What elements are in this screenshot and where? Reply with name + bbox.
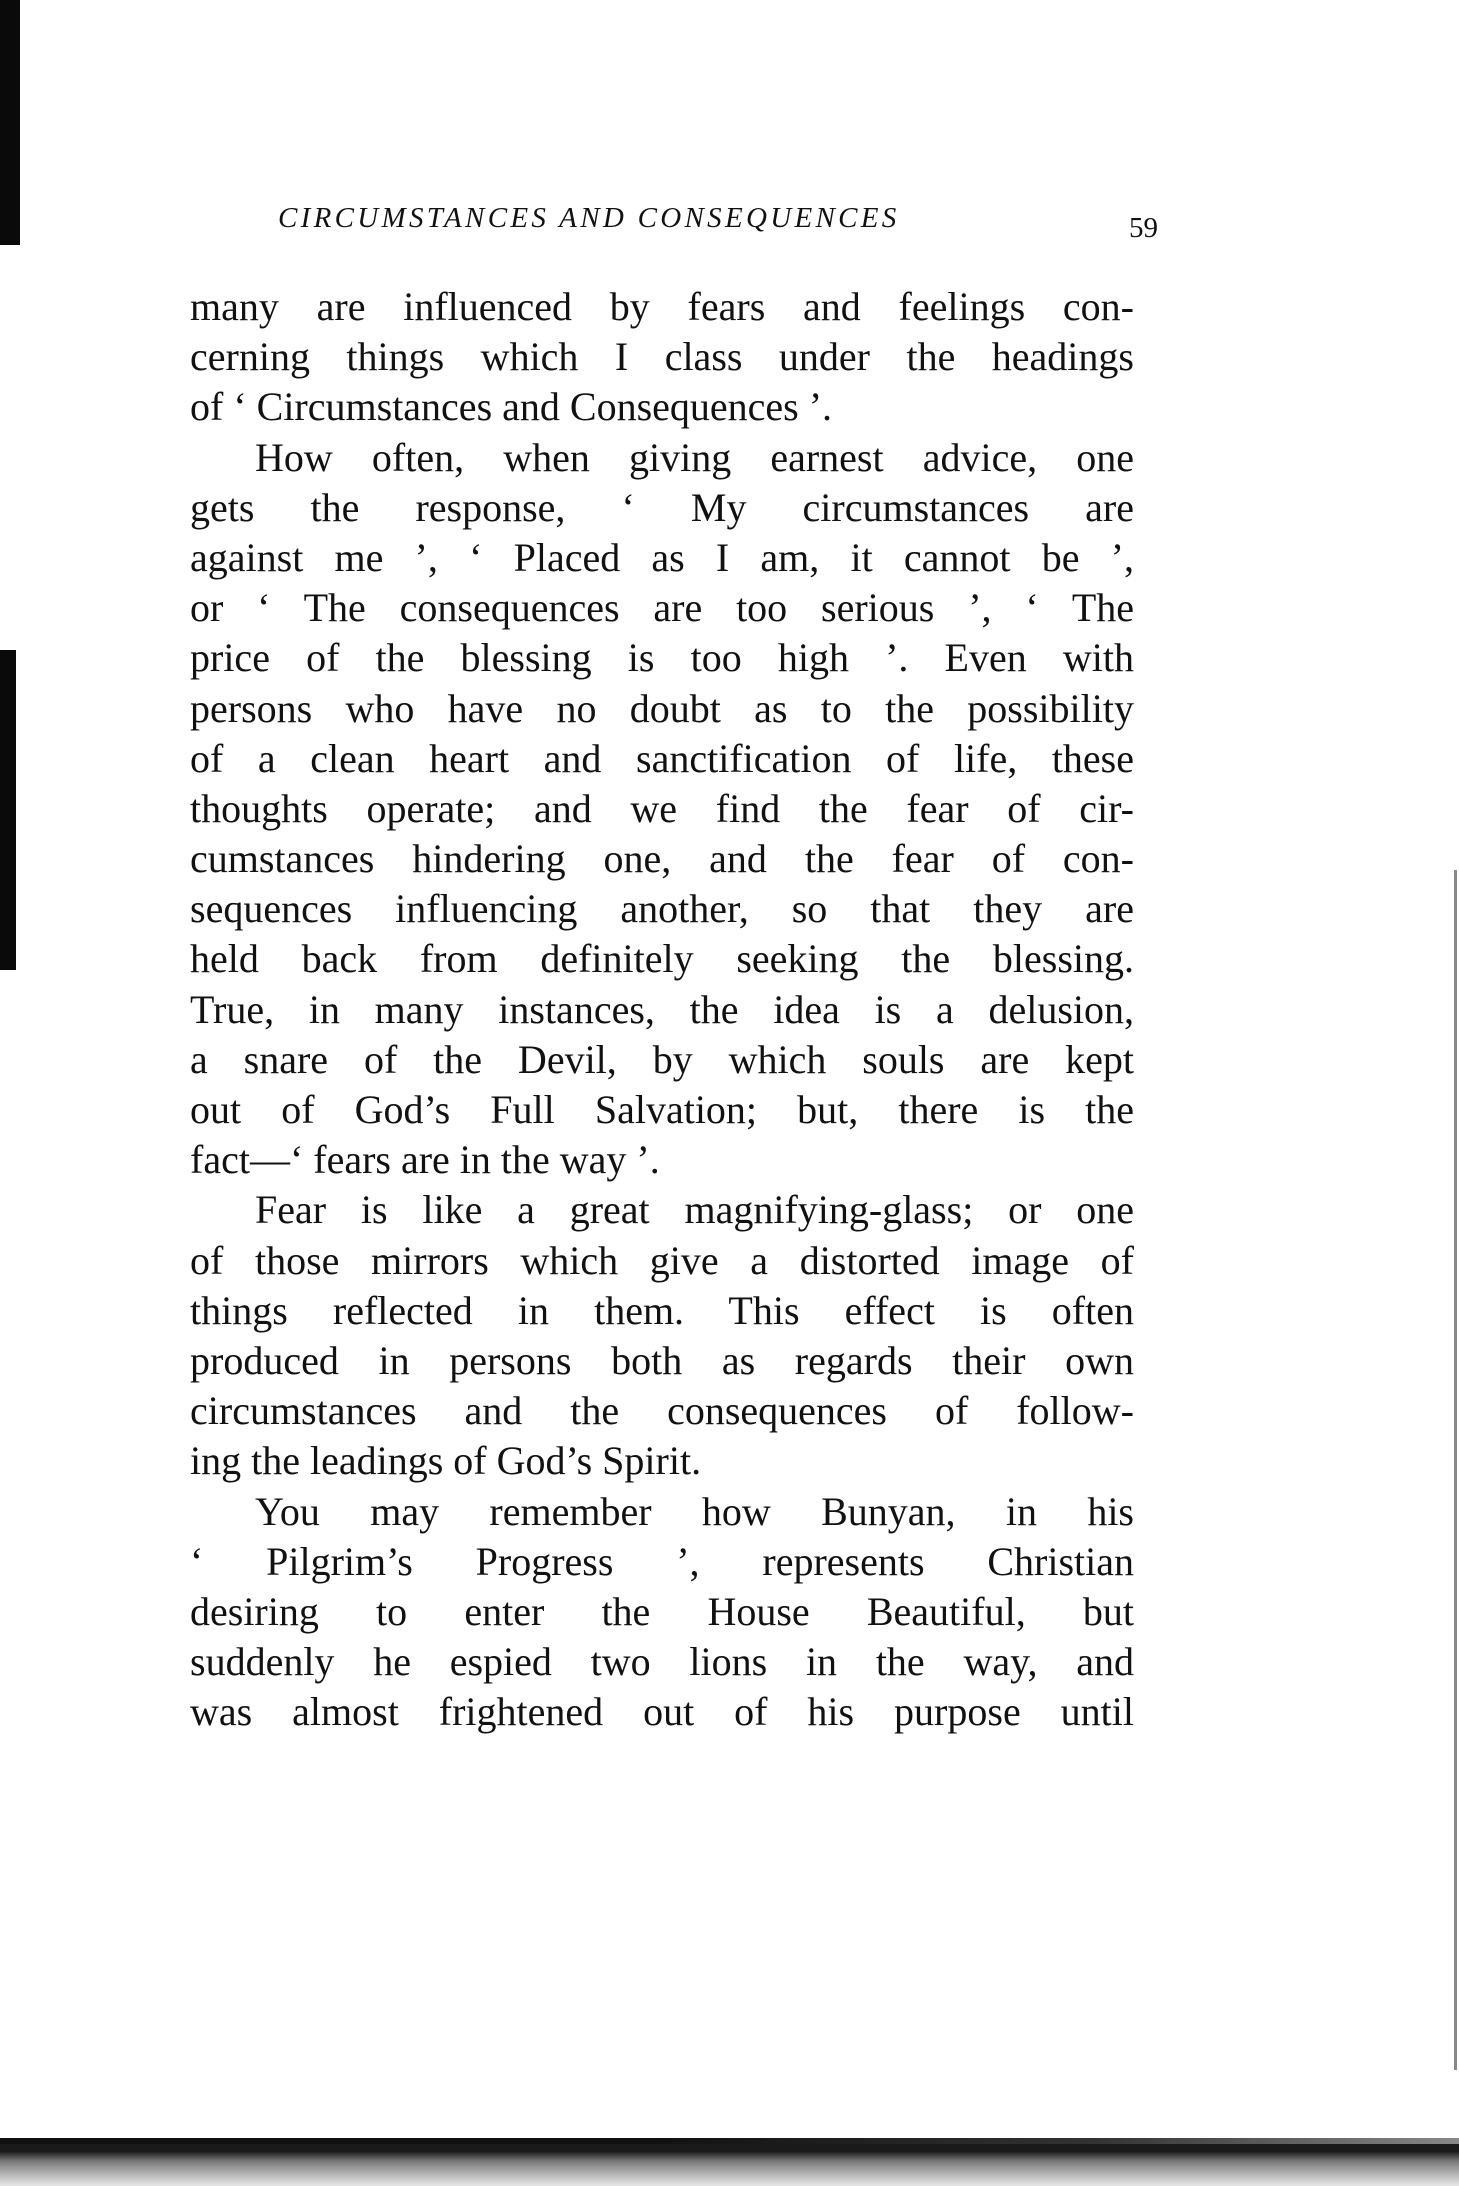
text-line: True, in many instances, the idea is a delusion, [190,986,1134,1032]
text-line: Fear is like a great magnifying-glass; or one [255,1187,1134,1233]
text-line: cumstances hindering one, and the fear of con- [190,836,1134,882]
text-line: thoughts operate; and we find the fear of cir- [190,785,1134,831]
text-line: suddenly he espied two lions in the way, and [190,1639,1134,1685]
running-title: CIRCUMSTANCES AND CONSEQUENCES [278,202,900,234]
text-line: a snare of the Devil, by which souls are kept [190,1036,1134,1082]
scan-edge-mark-top [0,0,20,245]
running-head [278,202,1158,246]
text-line: of ‘ Circumstances and Consequences ’. [190,384,833,430]
text-line: ‘ Pilgrim’s Progress ’, represents Christian [190,1538,1134,1584]
text-line: gets the response, ‘ My circumstances are [190,484,1134,530]
text-line: out of God’s Full Salvation; but, there is the [190,1087,1134,1132]
scan-bottom-edge [0,2144,1459,2186]
text-line: desiring to enter the House Beautiful, but [190,1588,1134,1634]
text-line: held back from definitely seeking the blessing. [190,936,1134,982]
text-line: was almost frightened out of his purpose until [190,1689,1134,1735]
text-line: price of the blessing is too high ’. Even with [190,635,1134,681]
text-line: of a clean heart and sanctification of life, these [190,735,1134,781]
text-line: things reflected in them. This effect is often [190,1287,1134,1333]
text-line: fact—‘ fears are in the way ’. [190,1137,660,1183]
text-line: How often, when giving earnest advice, one [255,434,1134,480]
page-number: 59 [1129,212,1158,244]
text-line: or ‘ The consequences are too serious ’, ‘ The [190,585,1134,631]
scan-edge-mark-middle [0,650,16,970]
text-line: circumstances and the consequences of follow- [190,1388,1134,1434]
scan-edge-rule-right [1454,870,1457,2070]
text-line: ing the leadings of God’s Spirit. [190,1438,702,1484]
text-line: persons who have no doubt as to the possibility [190,685,1134,731]
text-line: against me ’, ‘ Placed as I am, it cannot be ’, [190,534,1134,580]
body-text [190,282,1134,1737]
text-line: You may remember how Bunyan, in his [255,1488,1134,1534]
text-line: many are influenced by fears and feelings con- [190,284,1134,329]
text-line: sequences influencing another, so that they are [190,886,1134,932]
text-line: produced in persons both as regards their own [190,1337,1134,1383]
text-line: of those mirrors which give a distorted image of [190,1237,1134,1283]
text-line: cerning things which I class under the headings [190,334,1134,380]
